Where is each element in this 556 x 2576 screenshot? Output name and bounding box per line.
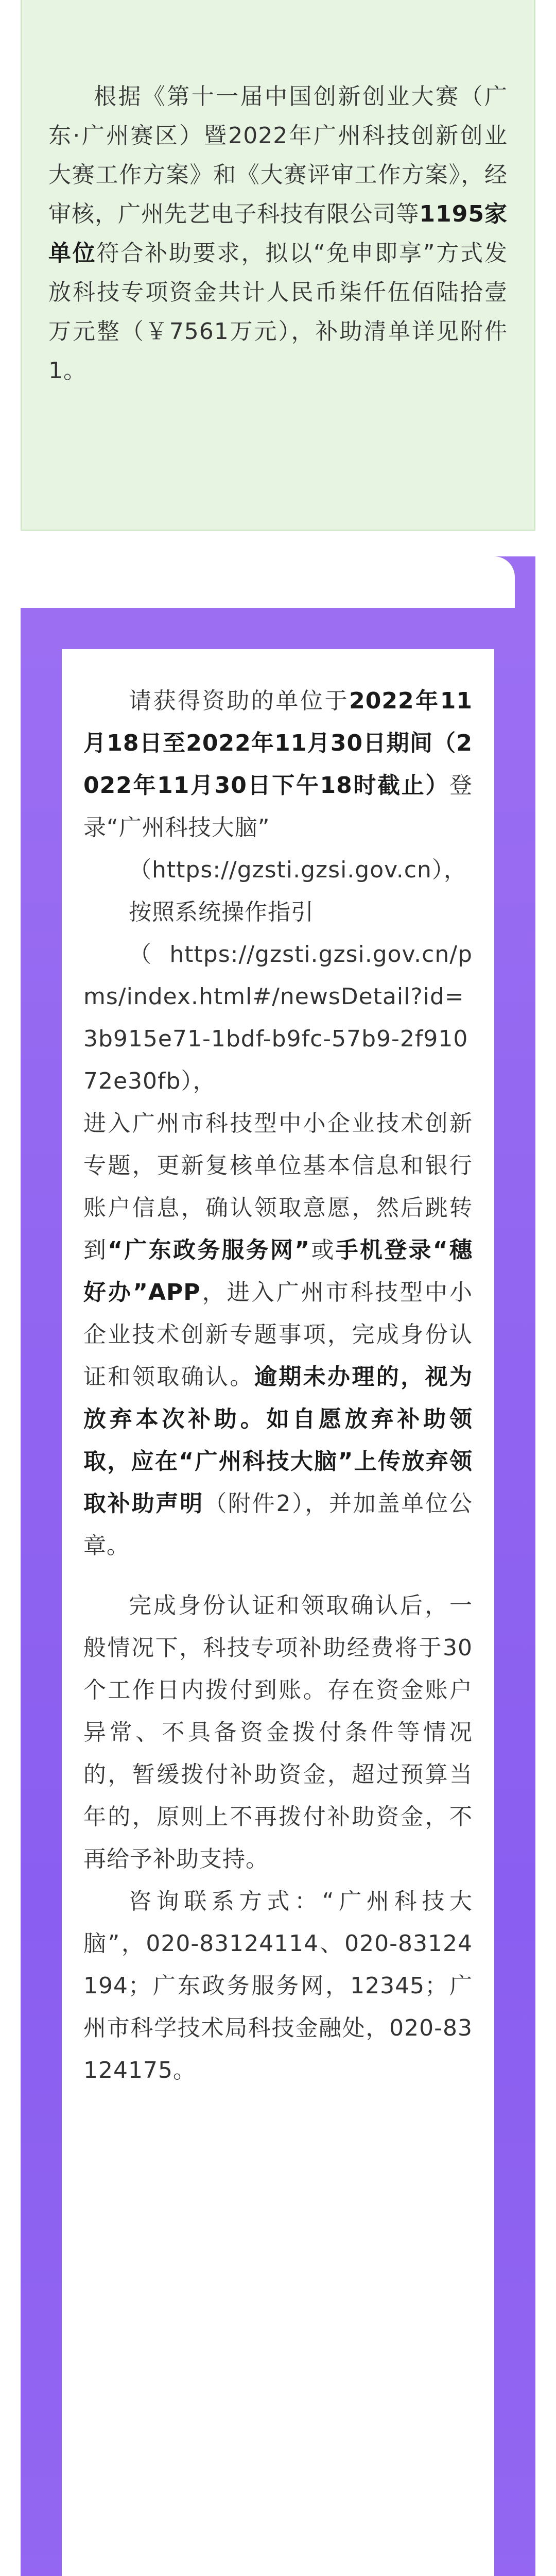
- announcement-highlight-count: 1195家单位: [48, 201, 508, 266]
- notice-text: 登录“广州科技大脑”: [83, 772, 473, 841]
- band-tab-decoration: [21, 556, 515, 608]
- platform-url-link[interactable]: （https://gzsti.gzsi.gov.cn），: [129, 857, 467, 883]
- announcement-text-part: 根据《第十一届中国创新创业大赛（广东·广州赛区）暨2022年广州科技创新创业大赛工作方案》和《大赛评审工作方案》，经审核，广州先艺电子科技有限公司等: [48, 83, 508, 227]
- notice-paragraph-contact: 咨询联系方式：“广州科技大脑”，020-83124114、020-83124194；广东政务服务网，12345；广州市科学技术局科技金融处，020-83124175。: [83, 1888, 473, 2083]
- deadline-highlight: 2022年11月18日至2022年11月30日期间（2022年11月30日下午18时截止）: [83, 688, 473, 799]
- notice-paragraph-payment: 完成身份认证和领取确认后，一般情况下，科技专项补助经费将于30个工作日内拨付到账。存在资金账户异常、不具备资金拨付条件等情况的，暂缓拨付补助资金，超过预算当年的，原则上不再拨付补助资金，不再给予补助支持。: [83, 1592, 473, 1872]
- notice-text: ，进入广州市科技型中小企业技术创新专题事项，完成身份认证和领取确认。: [83, 1279, 473, 1390]
- overdue-warning-bold: 逾期未办理的，视为放弃本次补助。如自愿放弃补助领取，应在“广州科技大脑”上传放弃领取补助声明: [83, 1364, 473, 1517]
- notice-paragraph-deadline: [83, 680, 473, 849]
- announcement-text: [48, 77, 508, 391]
- notice-card: [62, 649, 494, 2576]
- notice-text: 进入广州市科技型中小企业技术创新专题，更新复核单位基本信息和银行账户信息，确认领取意愿，然后跳转到: [83, 1110, 473, 1263]
- notice-text: 或: [310, 1237, 336, 1263]
- notice-paragraph-steps: [83, 1103, 473, 1567]
- guide-intro-text: 按照系统操作指引: [129, 899, 314, 925]
- announcement-card: [21, 0, 535, 531]
- suihaoban-app-highlight: 手机登录“穗好办”APP: [83, 1237, 473, 1306]
- gd-gov-service-highlight: “广东政务服务网”: [108, 1237, 310, 1263]
- notice-text: 请获得资助的单位于: [129, 688, 350, 714]
- announcement-text-part: 符合补助要求，拟以“免申即享”方式发放科技专项资金共计人民币柒仟伍佰陆拾壹万元整（￥7561万元），补助清单详见附件1。: [48, 240, 508, 384]
- guide-url-link[interactable]: （https://gzsti.gzsi.gov.cn/pms/index.html#/newsDetail?id=3b915e71-1bdf-b9fc-57b9-2f91072e30fb），: [83, 941, 473, 1094]
- notice-text: （附件2），并加盖单位公章。: [83, 1490, 473, 1559]
